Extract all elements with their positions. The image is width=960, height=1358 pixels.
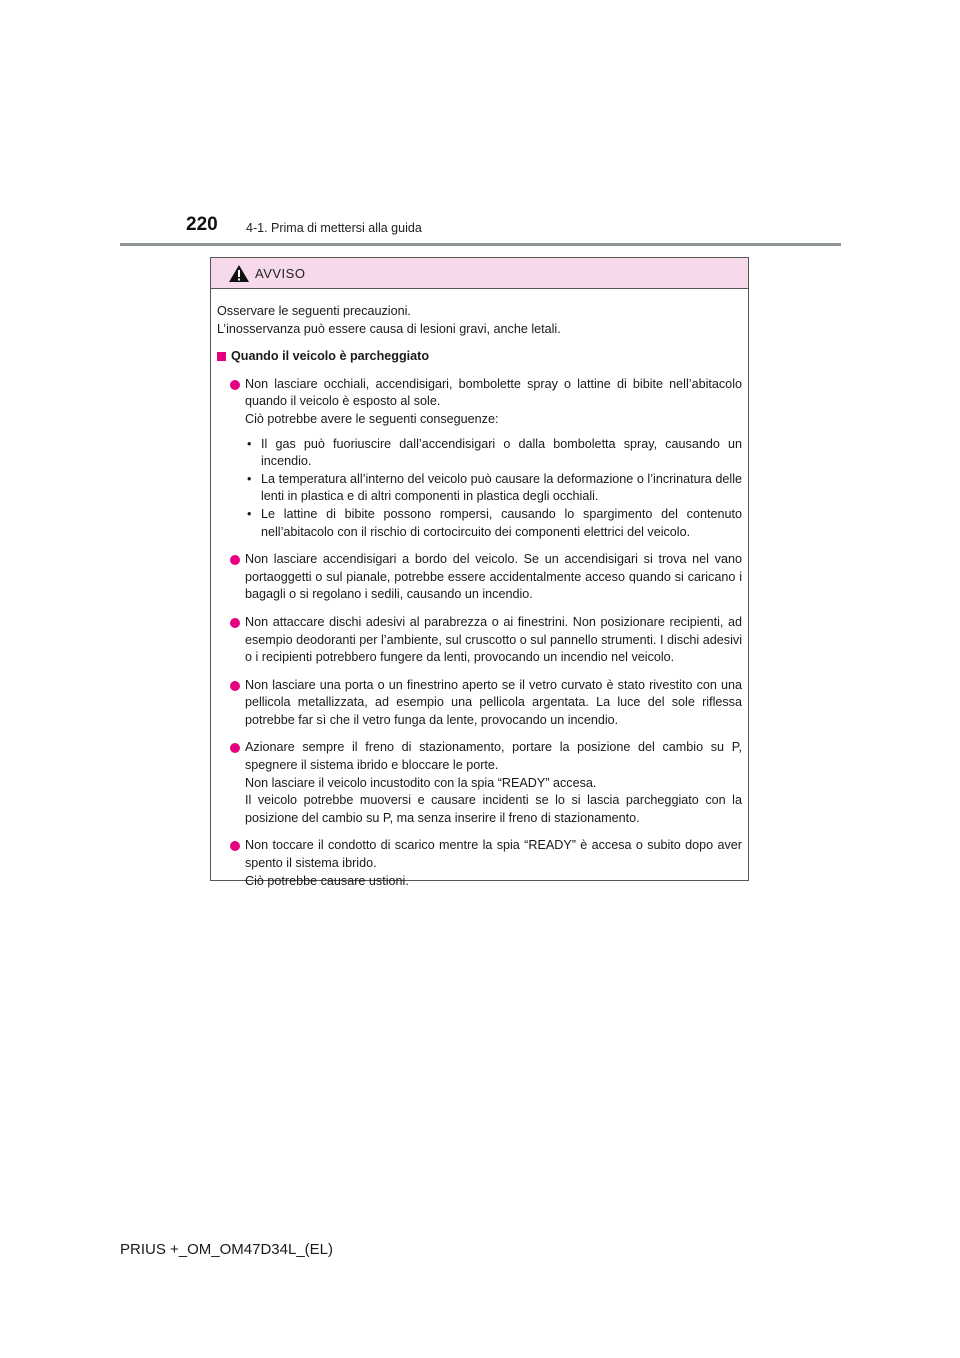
bullet-extra: Non lasciare il veicolo incustodito con la spia “READY” accesa. xyxy=(245,775,597,790)
bullet-item xyxy=(217,551,742,604)
bullet-item xyxy=(217,837,742,890)
sub-item-text: Il gas può fuoriuscire dall’accendisigari o dalla bomboletta spray, causando un incendio. xyxy=(261,436,742,469)
intro-line: Osservare le seguenti precauzioni. xyxy=(217,304,411,318)
sub-bullet-icon: • xyxy=(247,471,252,486)
warning-box xyxy=(210,257,749,888)
bullet-item xyxy=(217,677,742,730)
sub-item xyxy=(245,471,742,506)
intro-line: L’inosservanza può essere causa di lesioni gravi, anche letali. xyxy=(217,321,561,336)
section-title: 4-1. Prima di mettersi alla guida xyxy=(246,221,422,235)
sub-item-text: Le lattine di bibite possono rompersi, causando lo spargimento del contenuto nell’abitacolo con il rischio di cortocircuito dei componenti elettrici del veicolo. xyxy=(261,506,742,539)
footer-doc-code: PRIUS +_OM_OM47D34L_(EL) xyxy=(120,1241,334,1258)
bullet-dot-icon xyxy=(230,555,240,565)
bullet-text: Non lasciare occhiali, accendisigari, bombolette spray o lattine di bibite nell’abitacolo quando il veicolo è esposto al sole. xyxy=(245,376,742,409)
bullet-extra: Il veicolo potrebbe muoversi e causare incidenti se lo si lascia parcheggiato con la posizione del cambio su P, ma senza inserire il freno di stazionamento. xyxy=(245,793,742,825)
warning-triangle-icon xyxy=(228,264,250,283)
subhead xyxy=(217,348,742,366)
bullet-text: Non lasciare accendisigari a bordo del veicolo. Se un accendisigari si trova nel vano portaoggetti o sul pianale, potrebbe essere accidentalmente acceso quando si caricano i bagagli o si regolano i sedili, causando un incendio. xyxy=(245,552,742,602)
bullet-item xyxy=(217,739,742,827)
sub-bullet-icon: • xyxy=(247,436,252,451)
warning-body xyxy=(211,289,748,890)
sub-item xyxy=(245,436,742,471)
subhead-text: Quando il veicolo è parcheggiato xyxy=(231,349,430,364)
bullet-dot-icon xyxy=(230,743,240,753)
bullet-extra: Ciò potrebbe avere le seguenti conseguenze: xyxy=(245,411,499,426)
bullet-text: Non attaccare dischi adesivi al parabrezza o ai finestrini. Non posizionare recipienti, ad esempio deodoranti per l’ambiente, sul cruscotto o sul pannello strumenti. I dischi adesivi o i recipienti potrebbero fungere da lenti, provocando un incendio nel veicolo. xyxy=(245,614,742,665)
bullet-dot-icon xyxy=(230,380,240,390)
bullet-extra: Ciò potrebbe causare ustioni. xyxy=(245,873,409,888)
sub-item-text: La temperatura all’interno del veicolo può causare la deformazione o l’incrinatura delle lenti in plastica e di altri componenti in plastica degli occhiali. xyxy=(261,471,742,504)
page-number: 220 xyxy=(186,214,218,235)
bullet-dot-icon xyxy=(230,618,240,628)
bullet-text: Non lasciare una porta o un finestrino aperto se il vetro curvato è stato rivestito con una pellicola metallizzata, ad esempio una pellicola argentata. La luce del sole riflessa potrebbe far sì che il vetro funga da lente, provocando un incendio. xyxy=(245,677,742,727)
sub-bullet-icon: • xyxy=(247,506,252,521)
header-rule xyxy=(120,243,841,246)
warning-title: AVVISO xyxy=(255,265,306,281)
sub-list xyxy=(245,436,742,542)
bullet-dot-icon xyxy=(230,841,240,851)
bullet-text: Non toccare il condotto di scarico mentre la spia “READY” è accesa o subito dopo aver spento il sistema ibrido. xyxy=(245,838,742,871)
bullet-item xyxy=(217,614,742,667)
warning-header xyxy=(211,258,748,289)
bullet-item xyxy=(217,376,742,541)
bullet-dot-icon xyxy=(230,681,240,691)
sub-item xyxy=(245,506,742,541)
square-bullet-icon xyxy=(217,352,226,361)
bullet-text: Azionare sempre il freno di stazionamento, portare la posizione del cambio su P, spegnere il sistema ibrido e bloccare le porte. xyxy=(245,740,742,773)
